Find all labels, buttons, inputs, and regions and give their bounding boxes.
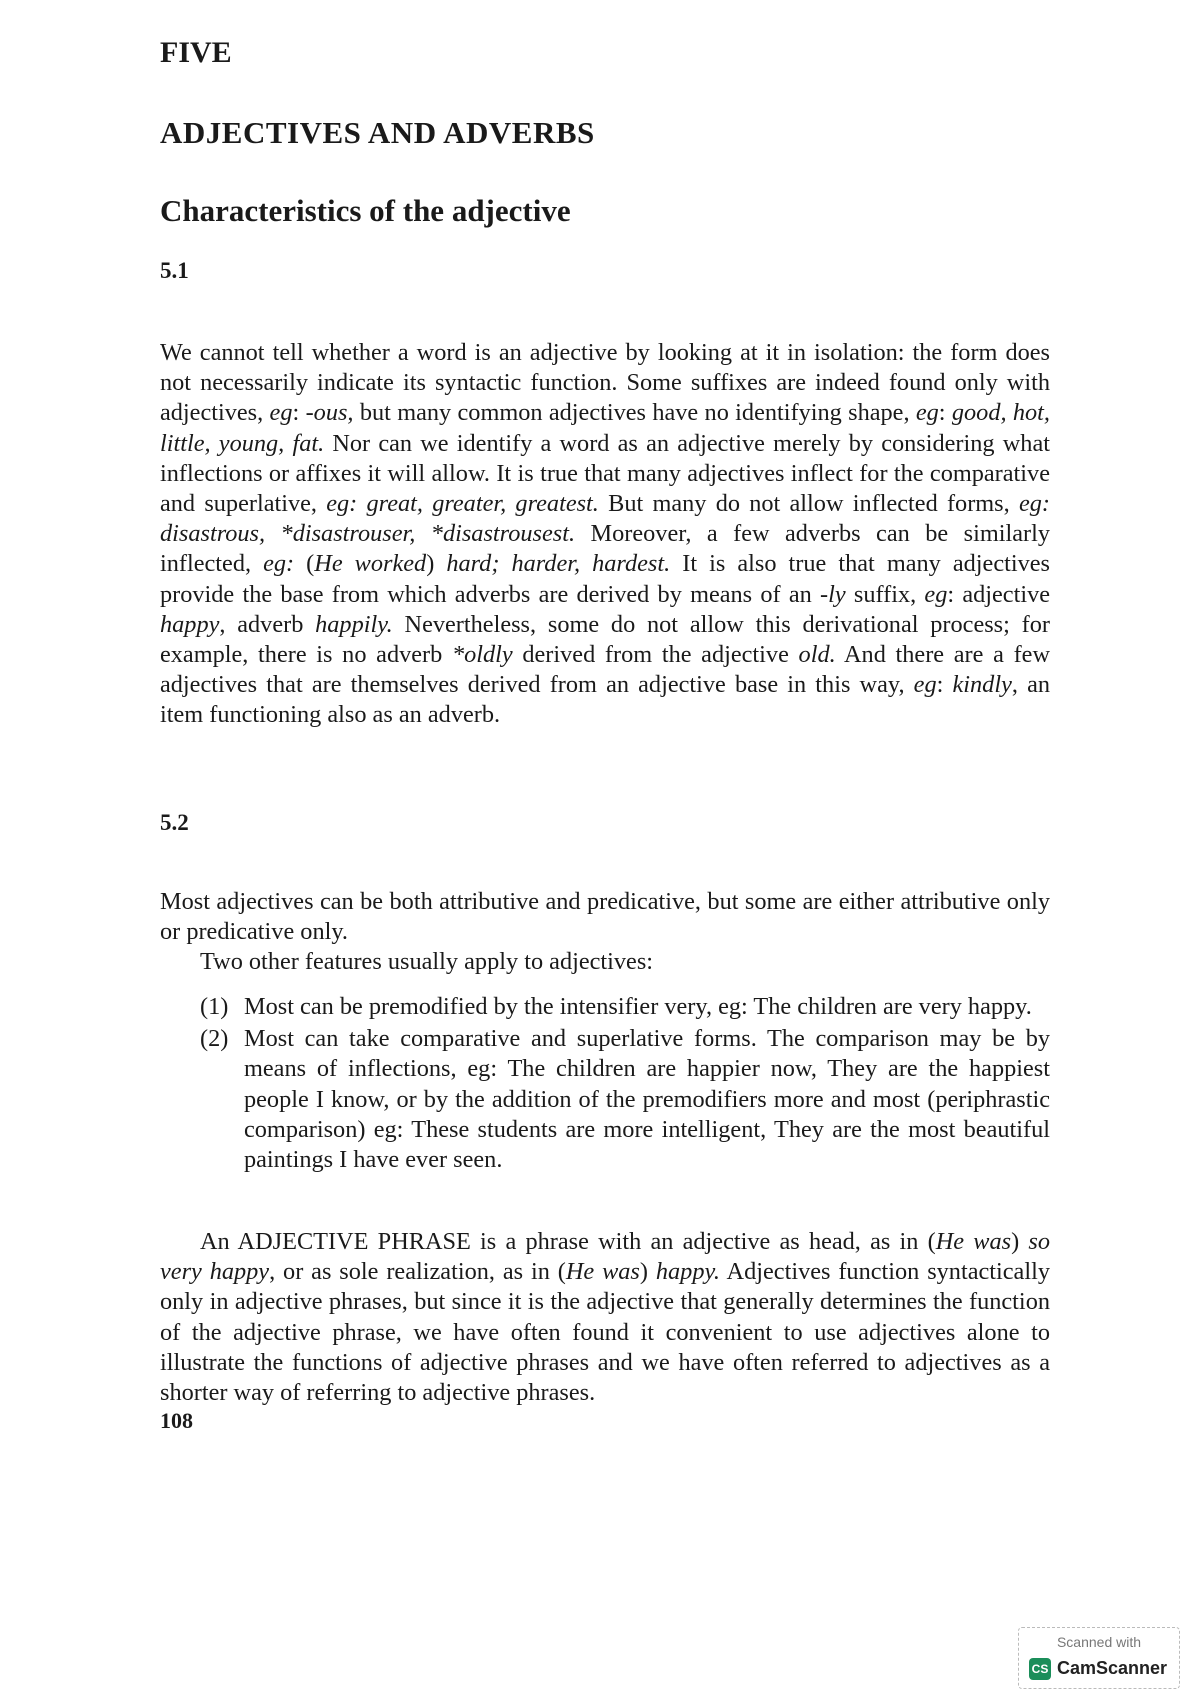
list-item — [200, 1024, 1050, 1175]
text-run: Most adjectives can be both attributive and predicative, but some are either attributive only or predicative only. — [160, 888, 1050, 946]
chapter-number: FIVE — [160, 36, 232, 69]
text-run: : adjective — [947, 580, 1051, 608]
italic-text-run: He was — [565, 1258, 640, 1286]
italic-text-run: *oldly — [451, 641, 513, 669]
text-run: but many common adjectives have no identifying shape, — [353, 399, 916, 427]
italic-text-run: eg: These students are more intelligent, They are the most beautiful paintings I have ever seen. — [244, 1115, 1050, 1174]
italic-text-run: He was — [935, 1228, 1012, 1255]
text-run: (periphrastic comparison) — [244, 1085, 1050, 1143]
watermark-brand: CamScanner — [1057, 1658, 1168, 1678]
text-run: We cannot tell whether a word is an adjective by looking at it in isolation: the form does not necessarily indicate its syntactic function. Some suffixes are indeed found only with adjectives, — [160, 339, 1050, 427]
text-run: and — [823, 1085, 873, 1113]
text-run: , adverb — [219, 610, 316, 638]
italic-text-run: kindly — [952, 671, 1012, 699]
italic-text-run: eg — [915, 399, 939, 427]
feature-list — [200, 992, 1050, 1177]
paragraph-5-2-intro — [160, 887, 1050, 947]
text-run: derived from the adjective — [512, 641, 799, 669]
camscanner-watermark — [1018, 1627, 1180, 1689]
italic-text-run: most — [872, 1085, 921, 1113]
italic-text-run: eg — [924, 580, 948, 608]
text-run: An ADJECTIVE PHRASE is a phrase with an adjective as head, as in ( — [200, 1228, 936, 1255]
text-run: or by the addition of the premodifiers — [389, 1085, 774, 1113]
italic-text-run: eg: The children are happier now, They are the happiest people I know, — [244, 1055, 1050, 1113]
page-number: 108 — [160, 1408, 193, 1433]
italic-text-run: eg: great, greater, greatest. — [326, 490, 599, 518]
text-run: : — [938, 399, 952, 427]
chapter-title: ADJECTIVES AND ADVERBS — [160, 115, 595, 150]
italic-text-run: eg: disastrous, *disastrouser, *disastrousest. — [160, 490, 1050, 548]
italic-text-run: old. — [798, 641, 836, 669]
paragraph-5-2-features — [160, 947, 1050, 977]
text-run: It is also true that many adjectives provide the base from which adverbs are derived by means of an — [160, 550, 1050, 608]
list-item-number: (1) — [200, 993, 229, 1020]
text-run: : — [292, 399, 306, 427]
italic-text-run: eg — [913, 671, 937, 699]
list-item-text — [244, 1025, 1050, 1173]
italic-text-run: happy. — [655, 1258, 720, 1286]
text-run: Nor can we identify a word as an adjective merely by considering what inflections or affixes it will allow. It is true that many adjectives inflect for the comparative and superlative, — [160, 429, 1050, 518]
text-run: : — [936, 671, 953, 699]
text-run: Nevertheless, some do not allow this derivational process; for example, there is no adverb — [160, 610, 1050, 669]
text-run: Most can be premodified by the intensifier — [244, 993, 665, 1020]
italic-text-run: good, hot, little, young, fat. — [160, 399, 1050, 457]
text-run: ) — [639, 1258, 656, 1286]
list-item-text — [244, 993, 1032, 1020]
text-run: Two other features usually apply to adjectives: — [200, 948, 654, 975]
text-run: ) — [1011, 1228, 1029, 1255]
paragraph-adjective-phrase — [160, 1227, 1050, 1408]
paragraph-5-1 — [160, 338, 1050, 731]
text-run: suffix, — [845, 580, 925, 608]
italic-text-run: He worked — [314, 550, 427, 578]
section-heading: Characteristics of the adjective — [160, 193, 571, 228]
section-number-5-2: 5.2 — [160, 810, 189, 835]
text-run: ) — [426, 550, 447, 578]
text-run: , an item functioning also as an adverb. — [160, 671, 1050, 729]
italic-text-run: eg: — [263, 550, 295, 578]
italic-text-run: happily. — [315, 610, 393, 638]
text-run: Adjectives function syntactically only in adjective phrases, but since it is the adjective that generally determines the function of the adjective phrase, we have often found it convenient to use adjectives alone to illustrate the functions of adjective phrases and we have often referred to adjectives as a shorter way of referring to adjective phrases. — [160, 1258, 1050, 1407]
text-run: And there are a few adjectives that are themselves derived from an adjective base in this way, — [160, 641, 1050, 699]
text-run: , or as sole realization, as in ( — [269, 1258, 566, 1286]
italic-text-run: hard; harder, hardest. — [446, 550, 671, 578]
italic-text-run: more — [773, 1085, 824, 1113]
italic-text-run: -ly — [820, 580, 846, 608]
italic-text-run: so very happy — [160, 1228, 1050, 1286]
italic-text-run: happy — [160, 610, 220, 638]
text-run: But many do not allow inflected forms, — [598, 490, 1019, 518]
italic-text-run: eg — [269, 399, 293, 427]
list-item-number: (2) — [200, 1025, 229, 1053]
text-run: Moreover, a few adverbs can be similarly inflected, — [160, 520, 1051, 578]
text-run: ( — [294, 550, 315, 578]
list-item — [200, 992, 1050, 1022]
watermark-caption: Scanned with — [1056, 1634, 1142, 1650]
italic-text-run: very, eg: The children are very happy. — [664, 993, 1032, 1020]
camscanner-logo-icon: CS — [1029, 1658, 1051, 1680]
text-run: Most can take comparative and superlative forms. The comparison may be by means of inflections, — [244, 1025, 1050, 1083]
italic-text-run: -ous, — [305, 399, 354, 427]
section-number-5-1: 5.1 — [160, 258, 189, 283]
